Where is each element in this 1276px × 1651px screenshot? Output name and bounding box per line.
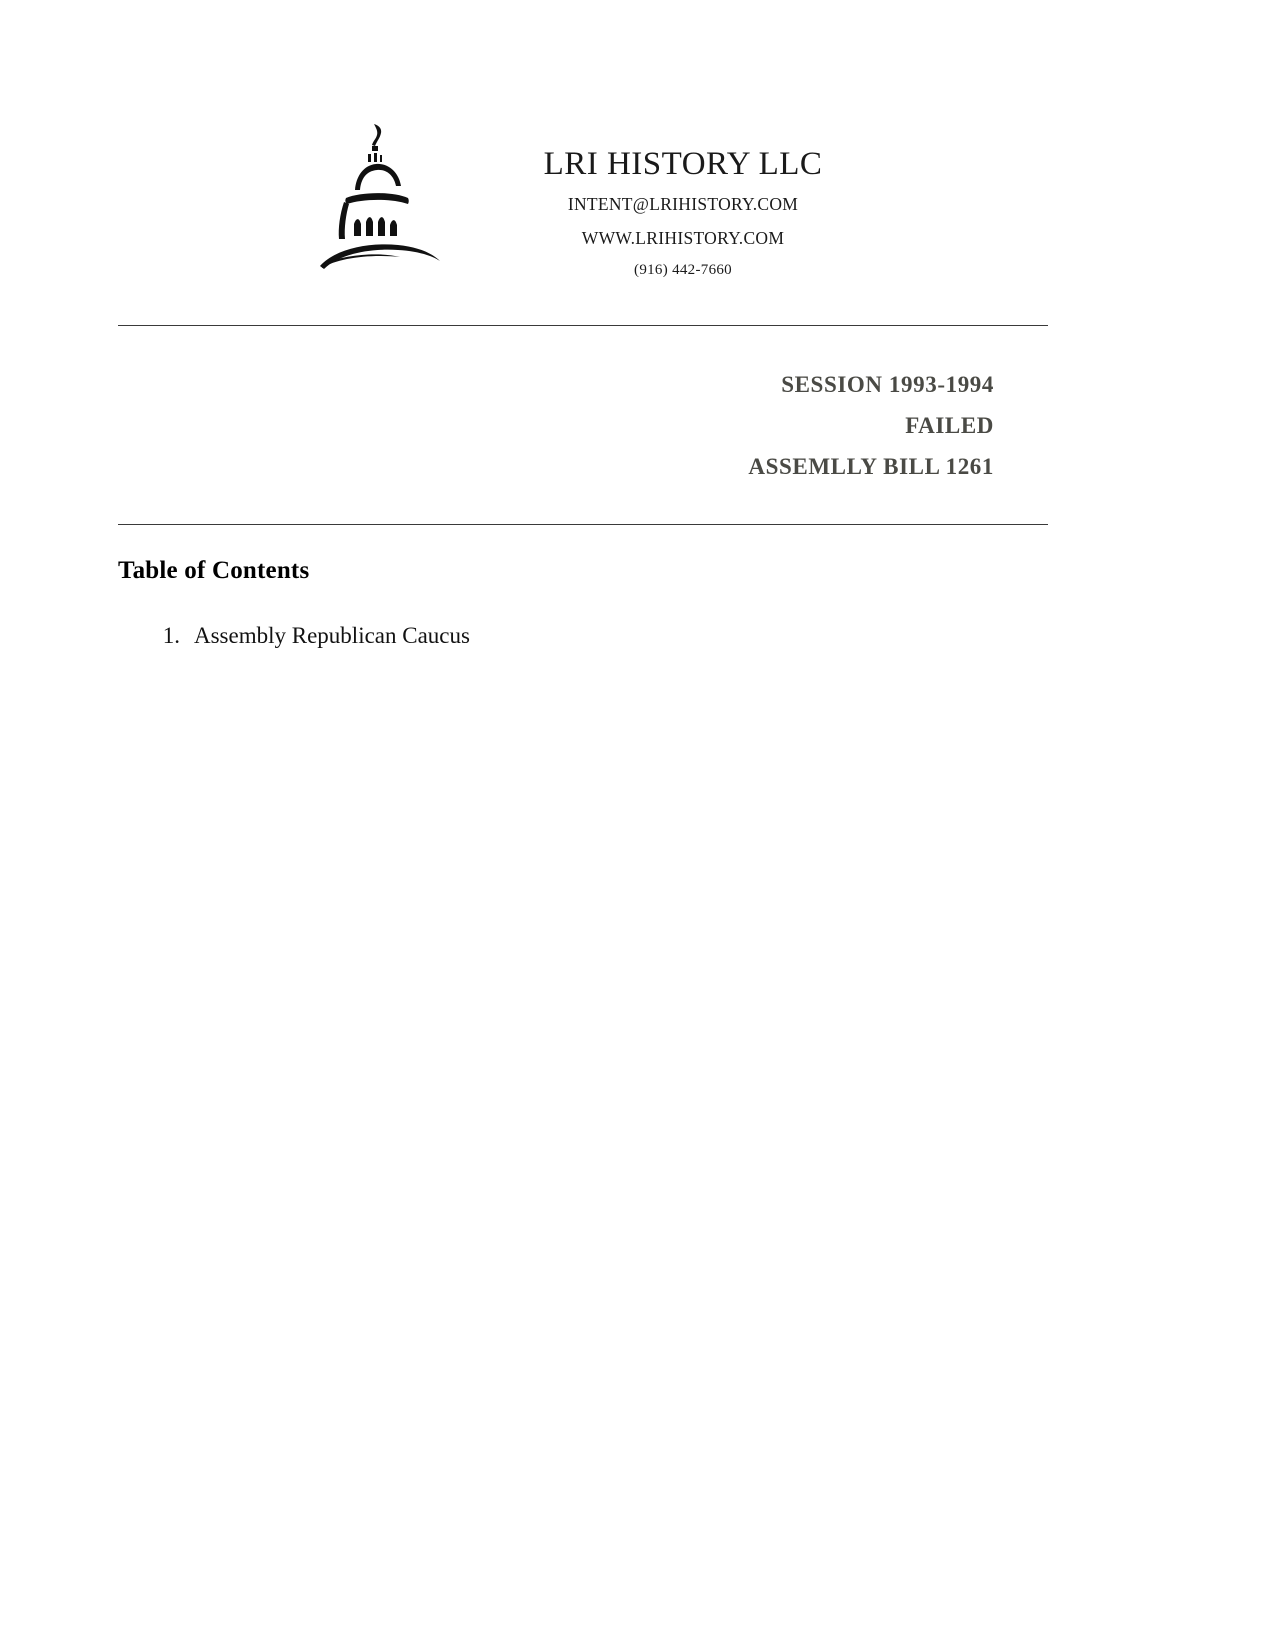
session-line: SESSION 1993-1994 — [781, 372, 994, 397]
capitol-dome-logo-icon — [300, 118, 450, 283]
table-of-contents-heading: Table of Contents — [118, 557, 310, 584]
table-of-contents-list — [118, 620, 918, 652]
letterhead-text — [468, 118, 898, 278]
company-name: LRI HISTORY LLC — [543, 146, 823, 182]
list-item — [118, 620, 918, 652]
company-email: INTENT@LRIHISTORY.COM — [567, 194, 799, 215]
letterhead — [0, 118, 1276, 283]
list-item-label: Assembly Republican Caucus — [194, 623, 470, 648]
company-phone: (916) 442-7660 — [634, 262, 732, 279]
list-item-number: 1. — [162, 623, 180, 648]
session-status: FAILED — [905, 412, 994, 438]
bill-number: ASSEMLLY BILL 1261 — [748, 453, 994, 479]
company-website: WWW.LRIHISTORY.COM — [581, 227, 785, 248]
logo-container — [290, 118, 460, 283]
session-info — [748, 365, 994, 488]
divider-top — [118, 325, 1048, 326]
divider-bottom — [118, 524, 1048, 525]
